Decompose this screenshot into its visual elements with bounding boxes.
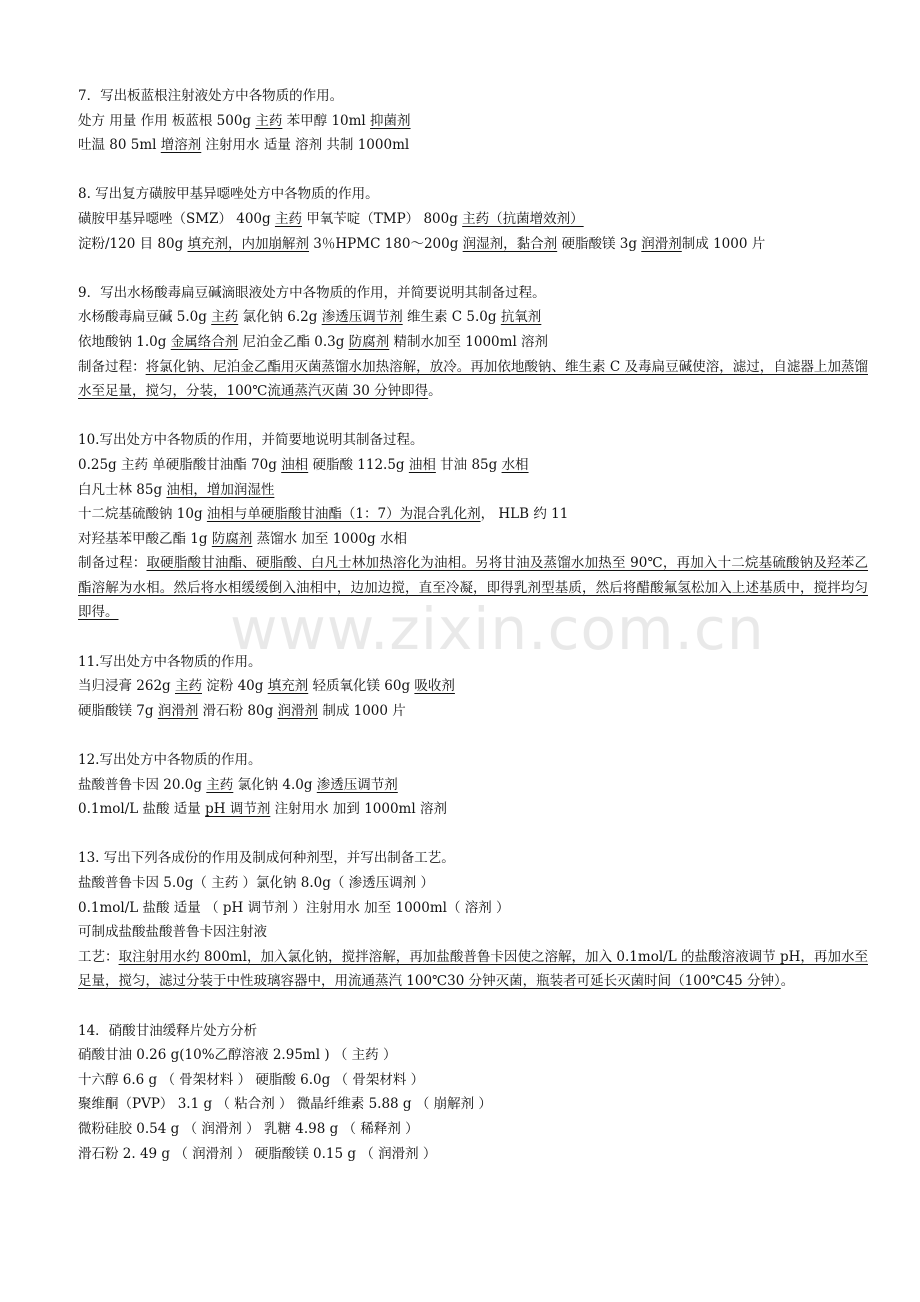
text-segment: 氯化钠 4.0g (233, 776, 317, 793)
text-segment: 13. 写出下列各成份的作用及制成何种剂型，并写出制备工艺。 (78, 850, 455, 867)
underlined-answer: 增溶剂 (160, 137, 202, 154)
underlined-answer: 润湿剂，黏合剂 (462, 235, 558, 252)
text-segment: 0.1mol/L 盐酸 适量 （ pH 调节剂 ）注射用水 加至 1000ml（ 溶剂 ） (78, 899, 510, 916)
text-line (78, 748, 868, 773)
text-line (78, 674, 868, 699)
text-segment: 十二烷基硫酸钠 10g (78, 506, 207, 523)
text-segment: 制成 1000 片 (318, 702, 406, 719)
text-line (78, 133, 868, 158)
text-line (78, 1092, 868, 1117)
underlined-answer: 抑菌剂 (370, 112, 411, 129)
text-line (78, 1019, 868, 1044)
text-segment: 硝酸甘油 0.26 g(10%乙醇溶液 2.95ml ) （ 主药 ） (78, 1047, 397, 1064)
underlined-answer: 油相 (281, 456, 309, 473)
underlined-answer: 主药（抗菌增效剂） (462, 210, 584, 227)
text-segment: 十六醇 6.6 g （ 骨架材料 ） 硬脂酸 6.0g （ 骨架材料 ） (78, 1071, 425, 1088)
text-line (78, 945, 868, 994)
text-segment: 甘油 85g (435, 456, 502, 473)
text-segment: 注射用水 加到 1000ml 溶剂 (270, 801, 447, 818)
text-line (78, 355, 868, 404)
text-segment: 微粉硅胶 0.54 g （ 润滑剂 ） 乳糖 4.98 g （ 稀释剂 ） (78, 1120, 419, 1137)
paragraph-gap (78, 404, 868, 429)
text-segment: 硬脂酸镁 7g (78, 702, 158, 719)
text-line (78, 1117, 868, 1142)
paragraph-gap (78, 625, 868, 650)
underlined-answer: 主药 (255, 112, 283, 129)
text-segment: 聚维酮（PVP） 3.1 g （ 粘合剂 ） 微晶纤维素 5.88 g （ 崩解剂 ） (78, 1096, 492, 1113)
text-segment: 滑石粉 2. 49 g （ 润滑剂 ） 硬脂酸镁 0.15 g （ 润滑剂 ） (78, 1145, 437, 1162)
text-line (78, 551, 868, 625)
underlined-answer: 主药 (175, 678, 202, 695)
text-line (78, 871, 868, 896)
text-line (78, 1068, 868, 1093)
text-line (78, 182, 868, 207)
text-line (78, 305, 868, 330)
text-segment: 甲氧苄啶（TMP） 800g (301, 210, 463, 227)
underlined-answer: 渗透压调节剂 (316, 776, 398, 793)
text-segment: 14．硝酸甘油缓释片处方分析 (78, 1022, 258, 1039)
underlined-answer: 主药 (274, 210, 302, 227)
underlined-answer: 主药 (211, 309, 239, 326)
text-line (78, 920, 868, 945)
text-line (78, 281, 868, 306)
text-line (78, 330, 868, 355)
text-segment: 0.25g 主药 单硬脂酸甘油酯 70g (78, 456, 282, 473)
underlined-answer: 吸收剂 (414, 678, 455, 695)
text-segment: 盐酸普鲁卡因 20.0g (78, 776, 207, 793)
underlined-answer: 抗氧剂 (500, 309, 542, 326)
text-segment: 吐温 80 5ml (78, 137, 161, 154)
text-line (78, 84, 868, 109)
text-segment: 淀粉 40g (202, 678, 268, 695)
text-segment: 轻质氧化镁 60g (308, 678, 415, 695)
underlined-answer: 填充剂，内加崩解剂 (187, 235, 310, 252)
text-segment: 制成 1000 片 (681, 235, 766, 252)
text-line (78, 207, 868, 232)
underlined-answer: 润滑剂 (277, 702, 319, 719)
underlined-answer: pH 调节剂 (205, 801, 271, 818)
text-segment: 12.写出处方中各物质的作用。 (78, 752, 262, 769)
text-segment: 淀粉/120 目 80g (78, 235, 188, 252)
underlined-answer: 防腐剂 (348, 333, 390, 350)
underlined-answer: 润滑剂 (641, 235, 682, 252)
text-segment: 当归浸膏 262g (78, 678, 175, 695)
text-segment: 处方 用量 作用 板蓝根 500g (78, 112, 256, 129)
text-line (78, 1043, 868, 1068)
underlined-answer: 取注射用水约 800ml，加入氯化钠，搅拌溶解，再加盐酸普鲁卡因使之溶解，加入 0.1mol/L 的盐酸溶液调节 pH，再加水至足量，搅匀，滤过分装于中性玻璃容器中，用流通蒸汽 100℃30 分钟灭菌，瓶装者可延长灭菌时间（100℃45 分钟） (78, 948, 868, 990)
text-segment: 工艺： (78, 948, 119, 965)
text-segment: 精制水加至 1000ml 溶剂 (389, 333, 549, 350)
underlined-answer: 取硬脂酸甘油酯、硬脂酸、白凡士林加热溶化为油相。另将甘油及蒸馏水加热至 90℃，再加入十二烷基硫酸钠及羟苯乙酯溶解为水相。然后将水相缓缓倒入油相中，边加边搅，直至冷凝，即得乳剂型基质，然后将醋酸氟氢松加入上述基质中，搅拌均匀即得。 (78, 555, 869, 621)
text-segment: 苯甲醇 10ml (282, 112, 371, 129)
underlined-answer: 填充剂 (267, 678, 309, 695)
document-body (78, 84, 868, 1166)
text-segment: ， HLB 约 11 (480, 506, 569, 523)
text-segment: 0.1mol/L 盐酸 适量 (78, 801, 206, 818)
text-segment: 蒸馏水 加至 1000g 水相 (252, 530, 407, 547)
paragraph-gap (78, 822, 868, 847)
text-segment: 盐酸普鲁卡因 5.0g（ 主药 ）氯化钠 8.0g（ 渗透压调剂 ） (78, 875, 434, 891)
text-segment: 对羟基苯甲酸乙酯 1g (78, 530, 212, 547)
underlined-answer: 油相与单硬脂酸甘油酯（1：7）为混合乳化剂 (206, 506, 481, 523)
text-line (78, 773, 868, 798)
text-segment: 水杨酸毒扁豆碱 5.0g (78, 309, 212, 326)
watermark: www.zixin.com.cn (230, 595, 765, 663)
underlined-answer: 主药 (206, 776, 234, 793)
text-line (78, 109, 868, 134)
underlined-answer: 防腐剂 (211, 530, 253, 547)
text-line (78, 527, 868, 552)
text-line (78, 650, 868, 675)
underlined-answer: 渗透压调节剂 (321, 309, 403, 326)
text-segment: 白凡士林 85g (78, 481, 167, 498)
text-line (78, 1142, 868, 1167)
text-segment: 10.写出处方中各物质的作用，并简要地说明其制备过程。 (78, 432, 424, 449)
text-segment: 硬脂酸镁 3g (557, 235, 642, 252)
text-line (78, 232, 868, 257)
text-line (78, 699, 868, 724)
text-segment: 氯化钠 6.2g (238, 309, 322, 326)
text-segment: 制备过程： (78, 358, 146, 375)
text-segment: 3％HPMC 180～200g (309, 235, 463, 252)
text-segment: 硬脂酸 112.5g (308, 456, 409, 473)
text-line (78, 502, 868, 527)
paragraph-gap (78, 994, 868, 1019)
text-segment: 注射用水 适量 溶剂 共制 1000ml (201, 137, 410, 154)
text-line (78, 478, 868, 503)
text-segment: 依地酸钠 1.0g (78, 333, 171, 350)
text-line (78, 428, 868, 453)
text-segment: 7．写出板蓝根注射液处方中各物质的作用。 (78, 88, 344, 104)
text-segment: 维生素 C 5.0g (402, 309, 501, 326)
text-segment: 8. 写出复方磺胺甲基异噁唑处方中各物质的作用。 (78, 186, 379, 203)
text-segment: 尼泊金乙酯 0.3g (238, 333, 349, 350)
text-segment: 可制成盐酸盐酸普鲁卡因注射液 (78, 924, 267, 941)
paragraph-gap (78, 723, 868, 748)
text-segment: 9．写出水杨酸毒扁豆碱滴眼液处方中各物质的作用，并简要说明其制备过程。 (78, 284, 546, 301)
text-line (78, 797, 868, 822)
underlined-answer: 将氯化钠、尼泊金乙酯用灭菌蒸馏水加热溶解，放冷。再加依地酸钠、维生素 C 及毒扁豆碱使溶，滤过，自滤器上加蒸馏水至足量，搅匀，分装，100℃流通蒸汽灭菌 30 分钟即得 (78, 358, 868, 400)
underlined-answer: 金属络合剂 (170, 333, 239, 350)
underlined-answer: 油相，增加润湿性 (166, 481, 275, 498)
text-segment: 。 (428, 383, 442, 400)
paragraph-gap (78, 256, 868, 281)
underlined-answer: 润滑剂 (157, 702, 199, 719)
paragraph-gap (78, 158, 868, 183)
text-segment: 11.写出处方中各物质的作用。 (78, 653, 262, 670)
text-line (78, 896, 868, 921)
text-segment: 滑石粉 80g (198, 702, 278, 719)
text-line (78, 453, 868, 478)
text-segment: 。 (780, 973, 795, 990)
text-segment: 磺胺甲基异噁唑（SMZ） 400g (78, 210, 275, 227)
underlined-answer: 油相 (408, 456, 436, 473)
text-segment: 制备过程： (78, 555, 147, 572)
underlined-answer: 水相 (501, 456, 529, 473)
text-line (78, 846, 868, 871)
